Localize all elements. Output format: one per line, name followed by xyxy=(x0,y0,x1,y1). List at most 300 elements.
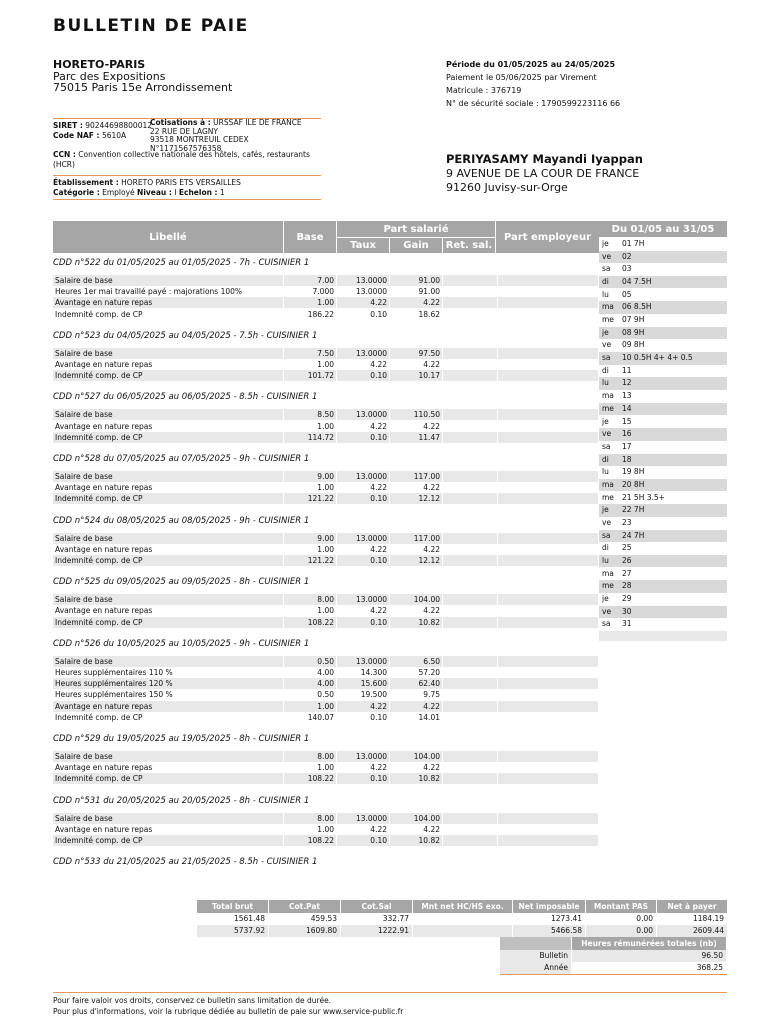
line-base: 0.50 xyxy=(284,689,337,700)
employee-name: PERIYASAMY Mayandi Iyappan xyxy=(446,152,643,166)
line-ret xyxy=(443,773,498,784)
table-row xyxy=(53,409,599,420)
line-base: 7.50 xyxy=(284,348,337,359)
calendar-day xyxy=(599,542,727,554)
line-employeur xyxy=(498,773,599,784)
calendar-day xyxy=(599,314,727,326)
line-employeur xyxy=(498,297,599,308)
categorie-row: Catégorie : Employé Niveau : I Echelon : 1 xyxy=(53,187,225,197)
line-base: 7.00 xyxy=(284,275,337,286)
calendar-weekday: me xyxy=(602,403,614,413)
calendar-day xyxy=(599,238,727,250)
calendar-weekday: sa xyxy=(602,353,611,363)
line-gain: 12.12 xyxy=(390,493,443,504)
line-gain: 11.47 xyxy=(390,432,443,443)
line-base: 101.72 xyxy=(284,370,337,381)
line-taux: 4.22 xyxy=(337,762,390,773)
line-employeur xyxy=(498,594,599,605)
line-base: 1.00 xyxy=(284,824,337,835)
line-employeur xyxy=(498,605,599,616)
calendar-day xyxy=(599,428,727,440)
line-label: Heures 1er mai travaillé payé : majorations 100% xyxy=(53,286,284,297)
table-row xyxy=(53,432,599,443)
line-base: 9.00 xyxy=(284,533,337,544)
table-row xyxy=(53,656,599,667)
table-row xyxy=(53,348,599,359)
line-taux: 13.0000 xyxy=(337,348,390,359)
header-taux: Taux xyxy=(337,238,389,253)
line-base: 1.00 xyxy=(284,297,337,308)
line-ret xyxy=(443,605,498,616)
line-employeur xyxy=(498,409,599,420)
line-gain: 4.22 xyxy=(390,544,443,555)
employer-address-1: Parc des Expositions xyxy=(53,69,166,83)
calendar-day xyxy=(599,416,727,428)
employer-address-2: 75015 Paris 15e Arrondissement xyxy=(53,81,233,94)
line-base: 9.00 xyxy=(284,471,337,482)
line-gain: 91.00 xyxy=(390,286,443,297)
calendar-weekday: je xyxy=(602,594,609,604)
line-taux: 0.10 xyxy=(337,617,390,628)
calendar-entry: 07 9H xyxy=(622,315,645,325)
calendar-weekday: ve xyxy=(602,251,612,261)
line-label: Salaire de base xyxy=(53,656,284,667)
line-employeur xyxy=(498,555,599,566)
header-part-salarie: Part salarié xyxy=(337,221,495,237)
hours-header-label: Heures rémunérées totales (nb) xyxy=(572,937,727,950)
ccn-value: Convention collective nationale des hôtels, cafés, restaurants (HCR) xyxy=(53,150,310,169)
line-taux: 0.10 xyxy=(337,493,390,504)
line-ret xyxy=(443,493,498,504)
line-gain: 91.00 xyxy=(390,275,443,286)
line-taux: 0.10 xyxy=(337,309,390,320)
line-ret xyxy=(443,482,498,493)
calendar-day xyxy=(599,530,727,542)
line-ret xyxy=(443,275,498,286)
line-ret xyxy=(443,359,498,370)
line-gain: 12.12 xyxy=(390,555,443,566)
line-employeur xyxy=(498,275,599,286)
line-base: 8.00 xyxy=(284,594,337,605)
line-employeur xyxy=(498,656,599,667)
totals-row: 1561.48 459.53 332.77 1273.41 0.00 1184.19 xyxy=(197,913,728,925)
line-gain: 4.22 xyxy=(390,701,443,712)
line-employeur xyxy=(498,493,599,504)
line-base: 1.00 xyxy=(284,421,337,432)
contract-title: CDD n°529 du 19/05/2025 au 19/05/2025 - 8h - CUISINIER 1 xyxy=(53,734,310,744)
table-row xyxy=(53,762,599,773)
line-label: Heures supplémentaires 110 % xyxy=(53,667,284,678)
line-label: Salaire de base xyxy=(53,348,284,359)
line-gain: 10.17 xyxy=(390,370,443,381)
calendar-entry: 14 xyxy=(622,403,632,413)
line-taux: 13.0000 xyxy=(337,751,390,762)
line-base: 121.22 xyxy=(284,493,337,504)
table-row xyxy=(53,275,599,286)
hours-value: 368.25 xyxy=(572,962,727,974)
employee-address-1: 9 AVENUE DE LA COUR DE FRANCE xyxy=(446,166,640,180)
line-taux: 4.22 xyxy=(337,421,390,432)
calendar-day xyxy=(599,466,727,478)
line-taux: 13.0000 xyxy=(337,471,390,482)
calendar-entry: 10 0.5H 4+ 4+ 0.5 xyxy=(622,353,693,363)
calendar-entry: 24 7H xyxy=(622,530,645,540)
calendar-filler xyxy=(599,631,727,641)
calendar-entry: 20 8H xyxy=(622,479,645,489)
payment-date: Paiement le 05/06/2025 par Virement xyxy=(446,73,597,82)
line-ret xyxy=(443,667,498,678)
calendar-day xyxy=(599,504,727,516)
line-label: Salaire de base xyxy=(53,409,284,420)
line-ret xyxy=(443,813,498,824)
line-taux: 0.10 xyxy=(337,773,390,784)
line-base: 114.72 xyxy=(284,432,337,443)
contract-title: CDD n°527 du 06/05/2025 au 06/05/2025 - 8.5h - CUISINIER 1 xyxy=(53,392,318,403)
line-base: 1.00 xyxy=(284,482,337,493)
totals-row: 5737.92 1609.80 1222.91 5466.58 0.00 2609.44 xyxy=(197,925,728,937)
line-taux: 13.0000 xyxy=(337,594,390,605)
calendar-entry: 02 xyxy=(622,251,632,261)
divider xyxy=(53,199,321,200)
calendar-entry: 18 xyxy=(622,454,632,464)
calendar-day xyxy=(599,555,727,567)
line-employeur xyxy=(498,678,599,689)
line-gain: 4.22 xyxy=(390,762,443,773)
line-employeur xyxy=(498,667,599,678)
hours-value: 96.50 xyxy=(572,950,727,962)
calendar-weekday: ve xyxy=(602,606,612,616)
line-employeur xyxy=(498,286,599,297)
table-row xyxy=(53,712,599,723)
line-label: Avantage en nature repas xyxy=(53,544,284,555)
table-row xyxy=(53,533,599,544)
social-security-number: N° de sécurité sociale : 1790599223116 66 xyxy=(446,99,621,108)
calendar-weekday: ma xyxy=(602,479,614,489)
calendar-day xyxy=(599,263,727,275)
header-calendar: Du 01/05 au 31/05 xyxy=(599,221,727,237)
calendar-day xyxy=(599,517,727,529)
calendar-weekday: lu xyxy=(602,467,609,477)
line-base: 108.22 xyxy=(284,835,337,846)
line-employeur xyxy=(498,617,599,628)
line-ret xyxy=(443,656,498,667)
line-ret xyxy=(443,297,498,308)
calendar-weekday: di xyxy=(602,277,609,287)
table-row xyxy=(53,751,599,762)
employee-address-2: 91260 Juvisy-sur-Orge xyxy=(446,181,568,194)
calendar-weekday: lu xyxy=(602,378,609,388)
divider xyxy=(500,974,727,975)
line-ret xyxy=(443,544,498,555)
line-employeur xyxy=(498,482,599,493)
totals-header-cell: Net imposable xyxy=(513,900,586,913)
line-taux: 4.22 xyxy=(337,824,390,835)
line-base: 186.22 xyxy=(284,309,337,320)
line-ret xyxy=(443,835,498,846)
line-label: Indemnité comp. de CP xyxy=(53,712,284,723)
hours-header xyxy=(500,937,727,950)
line-base: 4.00 xyxy=(284,667,337,678)
employer-block xyxy=(53,59,232,94)
contract-title: CDD n°525 du 09/05/2025 au 09/05/2025 - 8h - CUISINIER 1 xyxy=(53,577,310,588)
line-base: 8.00 xyxy=(284,813,337,824)
line-ret xyxy=(443,689,498,700)
line-label: Indemnité comp. de CP xyxy=(53,773,284,784)
line-gain: 104.00 xyxy=(390,751,443,762)
table-row xyxy=(53,370,599,381)
contract-title: CDD n°531 du 20/05/2025 au 20/05/2025 - 8h - CUISINIER 1 xyxy=(53,795,310,806)
calendar-weekday: ma xyxy=(602,568,614,578)
footer-line-2: Pour plus d'informations, voir la rubrique dédiée au bulletin de paie sur www.service-public.fr xyxy=(53,1007,404,1016)
calendar-entry: 21 5H 3.5+ xyxy=(622,492,665,502)
line-gain: 4.22 xyxy=(390,605,443,616)
totals-header-cell: Cot.Sal xyxy=(341,900,413,913)
header-part-employeur: Part employeur xyxy=(496,221,599,253)
calendar-weekday: je xyxy=(602,505,609,515)
calendar-weekday: je xyxy=(602,416,609,426)
calendar-day xyxy=(599,327,727,339)
line-label: Avantage en nature repas xyxy=(53,421,284,432)
calendar-day xyxy=(599,606,727,618)
line-ret xyxy=(443,471,498,482)
line-base: 4.00 xyxy=(284,678,337,689)
calendar-entry: 28 xyxy=(622,581,632,591)
hours-label: Bulletin xyxy=(500,950,572,962)
contract-title: CDD n°524 du 08/05/2025 au 08/05/2025 - 9h - CUISINIER 1 xyxy=(53,515,310,526)
line-taux: 4.22 xyxy=(337,605,390,616)
line-ret xyxy=(443,751,498,762)
line-ret xyxy=(443,370,498,381)
header-ret-sal: Ret. sal. xyxy=(443,238,495,253)
line-label: Avantage en nature repas xyxy=(53,701,284,712)
line-base: 1.00 xyxy=(284,544,337,555)
footer-line-1: Pour faire valoir vos droits, conservez ce bulletin sans limitation de durée. xyxy=(53,996,332,1005)
calendar-entry: 22 7H xyxy=(622,505,645,515)
hours-row-annee xyxy=(500,962,727,974)
line-taux: 0.10 xyxy=(337,712,390,723)
line-label: Avantage en nature repas xyxy=(53,482,284,493)
calendar-entry: 26 xyxy=(622,556,632,565)
calendar-entry: 30 xyxy=(622,606,632,616)
line-label: Indemnité comp. de CP xyxy=(53,617,284,628)
table-row xyxy=(53,678,599,689)
line-ret xyxy=(443,432,498,443)
calendar-day xyxy=(599,580,727,592)
calendar-weekday: lu xyxy=(602,556,609,565)
line-employeur xyxy=(498,701,599,712)
siret-row: SIRET : 90244698800012 Code NAF : 5610A Cotisations à : URSSAF ILE DE FRANCE 22 RUE DE LAGNY 93518 MONTREUIL CEDEX N°1171567576358 xyxy=(53,118,321,148)
calendar-entry: 23 xyxy=(622,517,632,527)
calendar-weekday: ma xyxy=(602,302,614,312)
line-ret xyxy=(443,421,498,432)
calendar-entry: 03 xyxy=(622,264,632,274)
calendar-entry: 01 7H xyxy=(622,239,645,248)
line-ret xyxy=(443,533,498,544)
line-label: Avantage en nature repas xyxy=(53,605,284,616)
contract-title: CDD n°533 du 21/05/2025 au 21/05/2025 - 8.5h - CUISINIER 1 xyxy=(53,857,318,868)
totals-header-cell: Total brut xyxy=(197,900,269,913)
calendar-day xyxy=(599,365,727,377)
table-row xyxy=(53,555,599,566)
table-row xyxy=(53,309,599,320)
line-taux: 0.10 xyxy=(337,555,390,566)
line-ret xyxy=(443,678,498,689)
calendar-entry: 09 8H xyxy=(622,340,645,350)
line-gain: 62.40 xyxy=(390,678,443,689)
line-taux: 4.22 xyxy=(337,701,390,712)
page-title: BULLETIN DE PAIE xyxy=(53,16,249,36)
line-taux: 4.22 xyxy=(337,297,390,308)
line-taux: 0.10 xyxy=(337,432,390,443)
table-row xyxy=(53,359,599,370)
calendar-weekday: lu xyxy=(602,289,609,299)
line-gain: 4.22 xyxy=(390,824,443,835)
line-employeur xyxy=(498,824,599,835)
calendar-entry: 31 xyxy=(622,619,632,629)
line-ret xyxy=(443,617,498,628)
line-taux: 4.22 xyxy=(337,359,390,370)
calendar-day xyxy=(599,289,727,301)
table-row xyxy=(53,421,599,432)
calendar-day xyxy=(599,454,727,466)
header-gain: Gain xyxy=(390,238,442,253)
calendar-weekday: sa xyxy=(602,619,611,629)
line-label: Avantage en nature repas xyxy=(53,824,284,835)
line-base: 8.50 xyxy=(284,409,337,420)
line-taux: 0.10 xyxy=(337,835,390,846)
line-base: 1.00 xyxy=(284,605,337,616)
table-row xyxy=(53,667,599,678)
calendar-day xyxy=(599,276,727,288)
line-gain: 10.82 xyxy=(390,835,443,846)
line-employeur xyxy=(498,762,599,773)
line-taux: 13.0000 xyxy=(337,409,390,420)
calendar-weekday: ma xyxy=(602,391,614,401)
line-gain: 117.00 xyxy=(390,471,443,482)
line-base: 121.22 xyxy=(284,555,337,566)
contract-title: CDD n°522 du 01/05/2025 au 01/05/2025 - 7h - CUISINIER 1 xyxy=(53,258,310,268)
hours-row-bulletin xyxy=(500,950,727,962)
calendar-weekday: me xyxy=(602,315,614,325)
calendar-weekday: je xyxy=(602,327,609,337)
calendar-weekday: sa xyxy=(602,264,611,274)
line-gain: 4.22 xyxy=(390,359,443,370)
line-ret xyxy=(443,409,498,420)
line-label: Salaire de base xyxy=(53,533,284,544)
line-employeur xyxy=(498,689,599,700)
line-gain: 10.82 xyxy=(390,617,443,628)
line-gain: 57.20 xyxy=(390,667,443,678)
line-base: 1.00 xyxy=(284,762,337,773)
table-row xyxy=(53,773,599,784)
line-gain: 6.50 xyxy=(390,656,443,667)
calendar-weekday: ve xyxy=(602,517,612,527)
table-row xyxy=(53,689,599,700)
calendar-day xyxy=(599,339,727,351)
totals-header-cell: Cot.Pat xyxy=(269,900,341,913)
employee-block xyxy=(446,152,643,196)
line-taux: 13.0000 xyxy=(337,533,390,544)
calendar-day xyxy=(599,492,727,504)
etablissement-row: Établissement : HORETO PARIS ETS VERSAILLES xyxy=(53,175,321,188)
table-row xyxy=(53,286,599,297)
line-taux: 13.0000 xyxy=(337,656,390,667)
calendar-day xyxy=(599,301,727,313)
calendar-day xyxy=(599,352,727,364)
line-ret xyxy=(443,712,498,723)
table-row xyxy=(53,471,599,482)
calendar-entry: 19 8H xyxy=(622,467,645,477)
line-employeur xyxy=(498,348,599,359)
line-label: Indemnité comp. de CP xyxy=(53,555,284,566)
line-base: 8.00 xyxy=(284,751,337,762)
table-row xyxy=(53,701,599,712)
line-gain: 4.22 xyxy=(390,482,443,493)
line-label: Indemnité comp. de CP xyxy=(53,309,284,320)
line-employeur xyxy=(498,421,599,432)
line-taux: 13.0000 xyxy=(337,275,390,286)
line-employeur xyxy=(498,359,599,370)
calendar-weekday: di xyxy=(602,454,609,464)
line-base: 140.07 xyxy=(284,712,337,723)
line-ret xyxy=(443,309,498,320)
calendar-entry: 25 xyxy=(622,543,632,553)
line-base: 108.22 xyxy=(284,617,337,628)
calendar-day xyxy=(599,568,727,580)
line-base: 7.000 xyxy=(284,286,337,297)
line-label: Indemnité comp. de CP xyxy=(53,370,284,381)
calendar-weekday: di xyxy=(602,543,609,553)
table-row xyxy=(53,297,599,308)
hours-label: Année xyxy=(500,962,572,974)
calendar-entry: 17 xyxy=(622,441,632,451)
line-gain: 18.62 xyxy=(390,309,443,320)
calendar-weekday: sa xyxy=(602,530,611,540)
line-ret xyxy=(443,555,498,566)
table-row xyxy=(53,544,599,555)
footer-divider xyxy=(53,992,727,993)
line-employeur xyxy=(498,370,599,381)
calendar-day xyxy=(599,441,727,453)
line-gain: 97.50 xyxy=(390,348,443,359)
footer xyxy=(53,995,403,1017)
line-ret xyxy=(443,824,498,835)
calendar-weekday: ve xyxy=(602,429,612,439)
line-gain: 117.00 xyxy=(390,533,443,544)
calendar-weekday: ve xyxy=(602,340,612,350)
table-row xyxy=(53,813,599,824)
line-taux: 19.500 xyxy=(337,689,390,700)
line-employeur xyxy=(498,533,599,544)
line-label: Indemnité comp. de CP xyxy=(53,835,284,846)
line-label: Salaire de base xyxy=(53,471,284,482)
siret-value: 90244698800012 xyxy=(85,121,153,130)
line-employeur xyxy=(498,544,599,555)
calendar-entry: 27 xyxy=(622,568,632,578)
calendar-entry: 12 xyxy=(622,378,632,388)
line-employeur xyxy=(498,432,599,443)
naf-value: 5610A xyxy=(101,131,127,140)
calendar-day xyxy=(599,593,727,605)
line-taux: 13.0000 xyxy=(337,813,390,824)
totals-header-cell: Montant PAS xyxy=(586,900,657,913)
calendar-weekday: me xyxy=(602,581,614,591)
calendar-day xyxy=(599,479,727,491)
table-row xyxy=(53,824,599,835)
calendar-entry: 05 xyxy=(622,289,632,299)
line-taux: 0.10 xyxy=(337,370,390,381)
line-label: Indemnité comp. de CP xyxy=(53,432,284,443)
